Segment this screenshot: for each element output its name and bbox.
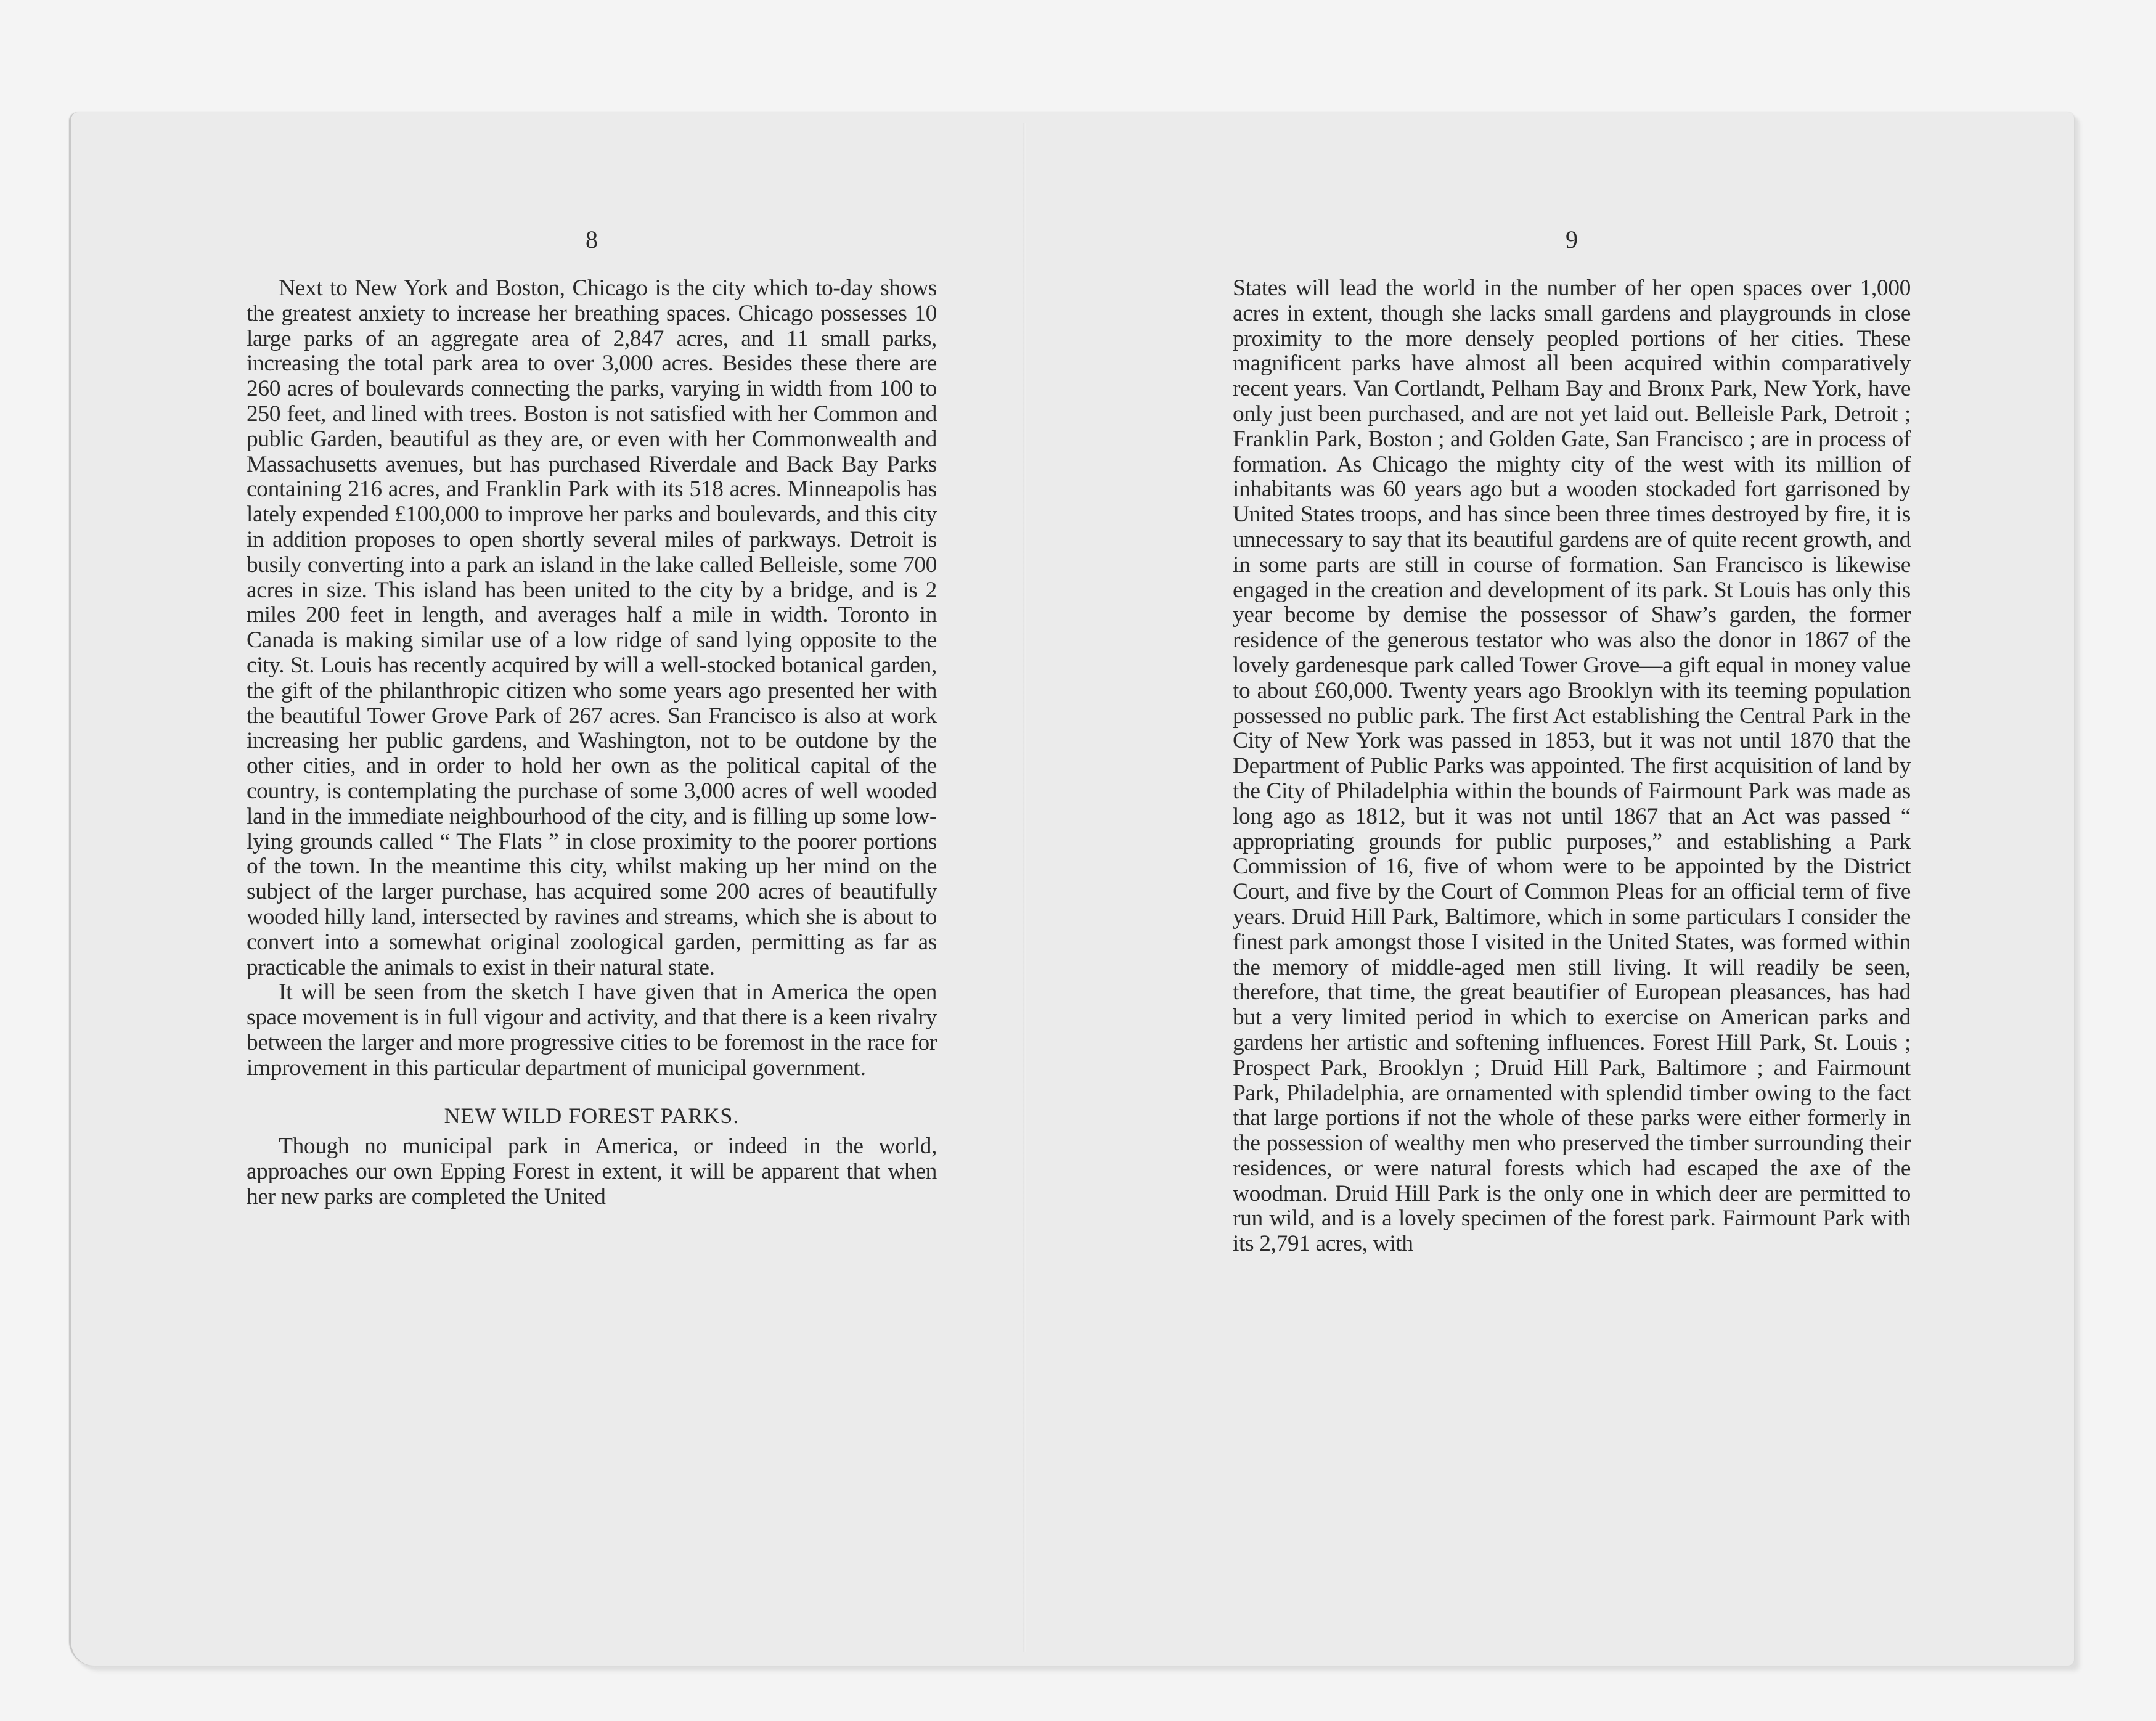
paragraph-forest-parks: Though no municipal park in America, or indeed in the world, approaches our own Epping Forest in extent, it will be apparent that when her new parks are completed the United: [247, 1134, 937, 1209]
left-page-body: [247, 276, 937, 1210]
paragraph-continued: States will lead the world in the number of her open spaces over 1,000 acres in extent, though she lacks small gardens and playgrounds in close proximity to the more densely peopled portions of her cities. These magnificent parks have almost all been acquired within comparatively recent years. Van Cortlandt, Pelham Bay and Bronx Park, New York, have only just been purchased, and are not yet laid out. Belleisle Park, Detroit ; Franklin Park, Boston ; and Golden Gate, San Francisco ; are in process of formation. As Chicago the mighty city of the west with its million of inhabitants was 60 years ago but a wooden stockaded fort garrisoned by United States troops, and has since been three times destroyed by fire, it is unnecessary to say that its beautiful gardens are of quite recent growth, and in some parts are still in course of formation. San Francisco is likewise engaged in the creation and development of its park. St Louis has only this year become by demise the possessor of Shaw’s garden, the former residence of the generous testator who was also the donor in 1867 of the lovely gardenesque park called Tower Grove—a gift equal in money value to about £60,000. Twenty years ago Brooklyn with its teeming population possessed no public park. The first Act establishing the Central Park in the City of New York was passed in 1853, but it was not until 1870 that the Department of Public Parks was appointed. The first acquisition of land by the City of Philadelphia within the bounds of Fairmount Park was made as long ago as 1812, but it was not until 1867 that an Act was passed “ appropriating grounds for public purposes,” and establishing a Park Commission of 16, five of whom were to be appointed by the District Court, and five by the Court of Common Pleas for an official term of five years. Druid Hill Park, Baltimore, which in some particulars I consider the finest park amongst those I visited in the United States, was formed within the memory of middle-aged men still living. It will readily be seen, therefore, that time, the great beautifier of European pleasances, has had but a very limited period in which to exercise on American parks and gardens her artistic and softening influences. Forest Hill Park, St. Louis ; Prospect Park, Brooklyn ; Druid Hill Park, Baltimore ; and Fairmount Park, Philadelphia, are ornamented with splendid timber owing to the fact that large portions if not the whole of these parks were either formerly in the possession of wealthy men who preserved the timber surrounding their residences, or were natural forests which had escaped the axe of the woodman. Druid Hill Park is the only one in which deer are permitted to run wild, and is a lovely specimen of the forest park. Fairmount Park with its 2,791 acres, with: [1233, 276, 1911, 1257]
page-number-left: 8: [586, 226, 598, 253]
page-number-right: 9: [1566, 226, 1578, 253]
paragraph-open-space-movement: It will be seen from the sketch I have given that in America the open space movement is in full vigour and activity, and that there is a keen rivalry between the larger and more progressive cities to be foremost in the race for improvement in this particular department of municipal government.: [247, 979, 937, 1081]
right-page-body: [1233, 276, 1911, 1257]
page-gutter: [1023, 123, 1026, 1652]
paragraph-chicago-boston: Next to New York and Boston, Chicago is the city which to-day shows the greatest anxiety to increase her breathing spaces. Chicago possesses 10 large parks of an aggregate area of 2,847 acres, and 11 small parks, increasing the total park area to over 3,000 acres. Besides these there are 260 acres of boulevards connecting the parks, varying in width from 100 to 250 feet, and lined with trees. Boston is not satisfied with her Common and public Garden, beautiful as they are, or even with her Commonwealth and Massachusetts avenues, but has purchased Riverdale and Back Bay Parks containing 216 acres, and Franklin Park with its 518 acres. Minneapolis has lately expended £100,000 to improve her parks and boulevards, and this city in addition proposes to open shortly several miles of parkways. Detroit is busily converting into a park an island in the lake called Belleisle, some 700 acres in size. This island has been united to the city by a bridge, and is 2 miles 200 feet in length, and averages half a mile in width. Toronto in Canada is making similar use of a low ridge of sand lying opposite to the city. St. Louis has recently acquired by will a well-stocked botanical garden, the gift of the philanthropic citizen who some years ago presented her with the beautiful Tower Grove Park of 267 acres. San Francisco is also at work increasing her public gardens, and Washington, not to be outdone by the other cities, and in order to hold her own as the political capital of the country, is contemplating the purchase of some 3,000 acres of well wooded land in the immediate neighbourhood of the city, and is filling up some low-lying grounds called “ The Flats ” in close proximity to the poorer portions of the town. In the meantime this city, whilst making up her mind on the subject of the larger purchase, has acquired some 200 acres of beautifully wooded hilly land, intersected by ravines and streams, which she is about to convert into a somewhat original zoological garden, permitting as far as practicable the animals to exist in their natural state.: [247, 276, 937, 980]
section-heading: NEW WILD FOREST PARKS.: [444, 1103, 740, 1128]
